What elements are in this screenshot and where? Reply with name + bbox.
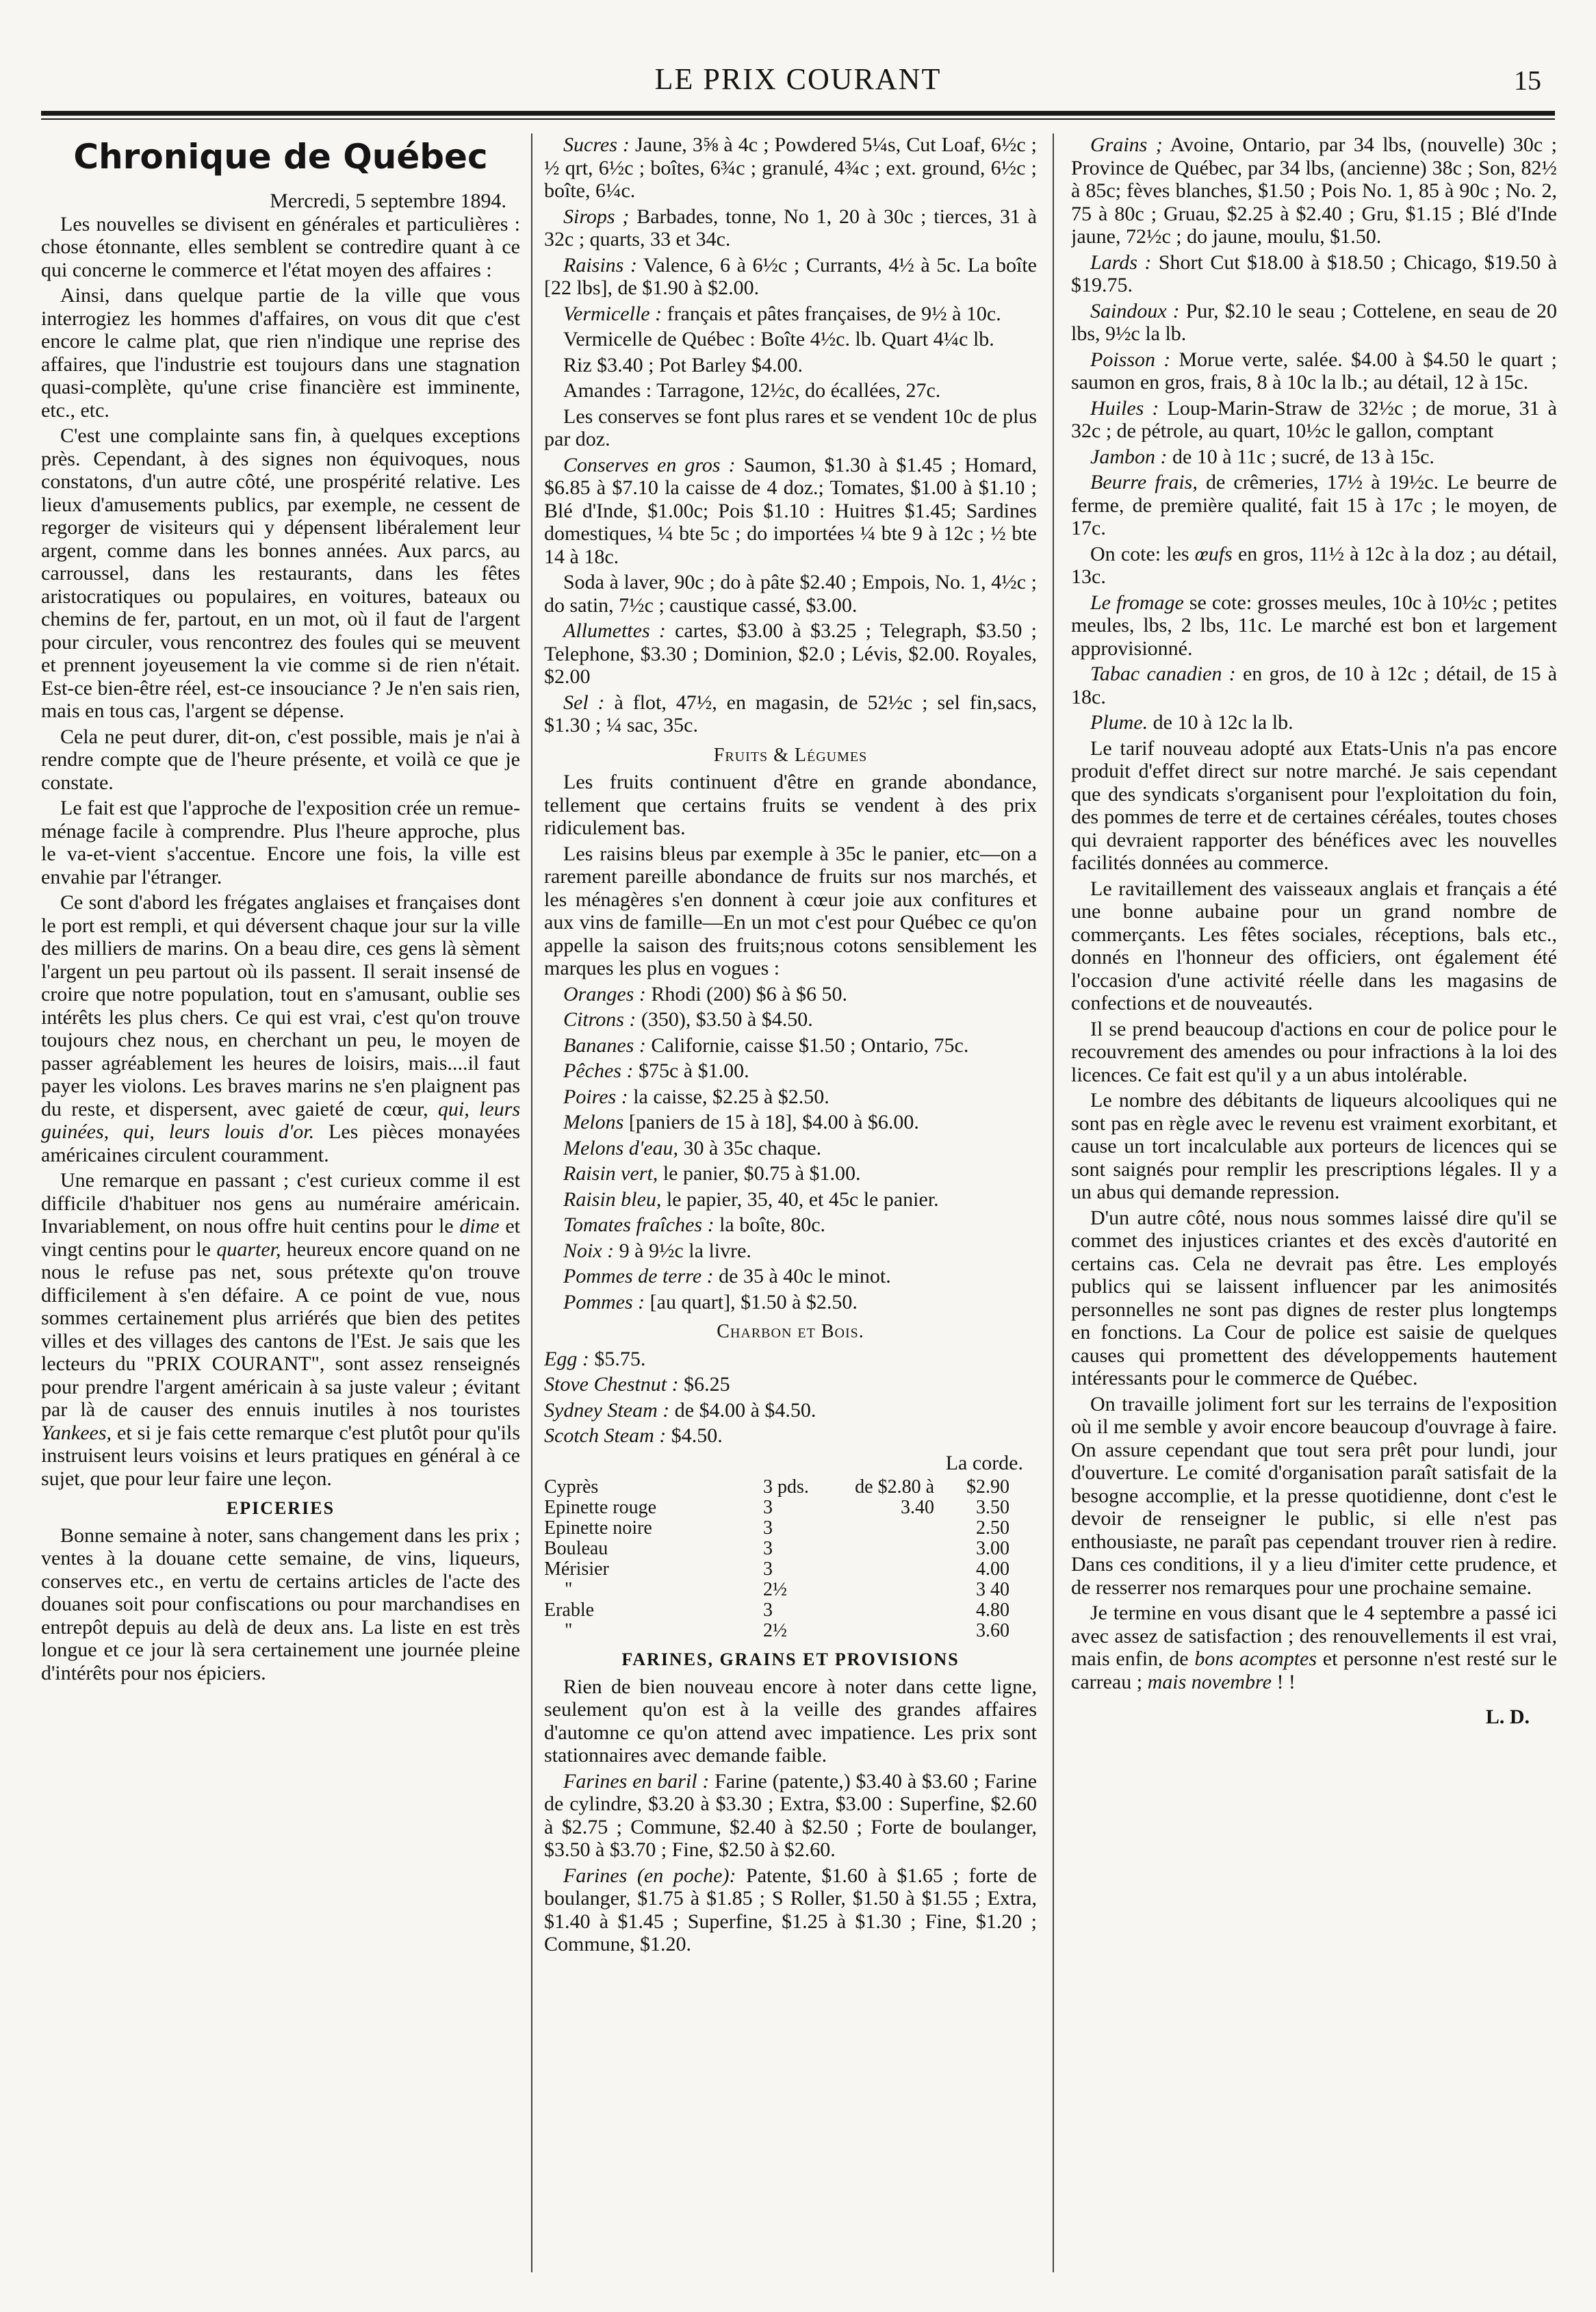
price-entry: Pommes : [au quart], $1.50 à $2.50. xyxy=(563,1290,858,1313)
article-heading: Chronique de Québec xyxy=(73,137,488,177)
price-entry: Egg : $5.75. xyxy=(544,1347,646,1370)
section-heading-farines: FARINES, GRAINS ET PROVISIONS xyxy=(621,1649,960,1669)
price-entry: Vermicelle de Québec : Boîte 4½c. lb. Quart 4¼c lb. xyxy=(563,328,994,350)
price-entry: Vermicelle : français et pâtes françaises, de 9½ à 10c. xyxy=(563,302,1001,325)
masthead xyxy=(41,55,1555,110)
price-entry: Farines (en poche): Patente, $1.60 à $1.65 ; forte de boulanger, $1.75 à $1.85 ; S Roller, $1.50 à $1.55 ; Extra, $1.40 à $1.45 ; Superfine, $1.25 à $1.30 ; Fine, $1.20 ; Commune, $1.20. xyxy=(544,1864,1037,1955)
price-entry: Poisson : Morue verte, salée. $4.00 à $4.50 le quart ; saumon en gros, frais, 8 à 10c la lb.; au détail, 12 à 15c. xyxy=(1071,348,1557,394)
paragraph: Le nombre des débitants de liqueurs alcooliques qui ne sont pas en règle avec le revenu est vraiment exorbitant, et cause un tort incalculable aux porteurs de licences qui se sont saignés pour remplir les prescriptions légales. Il y a un abus qui demande repression. xyxy=(1071,1089,1557,1203)
price-entry: Oranges : Rhodi (200) $6 à $6 50. xyxy=(563,982,847,1005)
paragraph: Le ravitaillement des vaisseaux anglais et français a été une bonne aubaine pour un grand nombre de commerçants. Les fêtes sociales, réceptions, bals etc., donnés en l'honneur des officiers, ont également été l'occasion d'une activité réelle dans les magasins de confections et de nouveautés. xyxy=(1071,877,1557,1014)
paragraph: Cela ne peut durer, dit-on, c'est possible, mais je n'ai à rendre compte que de l'heure présente, et voilà ce que je constate. xyxy=(41,725,520,794)
column-separator xyxy=(531,133,532,2272)
column-2 xyxy=(544,133,1037,2279)
price-entry: Sucres : Jaune, 3⅝ à 4c ; Powdered 5¼s, Cut Loaf, 6½c ; ½ qrt, 6½c ; boîtes, 6¾c ; granulé, 4¾c ; ext. ground, 6½c ; boîte, 6¼c. xyxy=(544,133,1037,202)
paragraph: Bonne semaine à noter, sans changement dans les prix ; ventes à la douane cette semaine, de vins, liqueurs, conserves etc., en vertu de certains articles de l'acte des douanes soit pour confiscations ou pour marchandises en entrepôt depuis au delà de deux ans. La liste en est très longue et ce jour là sera certainement une journée pleine d'intérêts pour nos épiciers. xyxy=(41,1524,520,1684)
table-caption: La corde. xyxy=(945,1451,1023,1474)
section-heading-charbon: Charbon et Bois. xyxy=(717,1321,864,1342)
paragraph: Les fruits continuent d'être en grande abondance, tellement que certains fruits se vendent à des prix ridiculement bas. xyxy=(544,771,1037,839)
price-entry: Tomates fraîches : la boîte, 80c. xyxy=(563,1213,826,1236)
column-separator xyxy=(1053,133,1054,2272)
page-number: 15 xyxy=(1514,65,1541,96)
column-3 xyxy=(1071,133,1557,2279)
price-entry: Soda à laver, 90c ; do à pâte $2.40 ; Empois, No. 1, 4½c ; do satin, 7½c ; caustique cassé, $3.00. xyxy=(544,571,1037,617)
table-row: Erable 3 4.80 xyxy=(544,1600,1009,1621)
table-row: Epinette rouge 3 3.40 3.50 xyxy=(544,1497,1009,1518)
price-entry: Farines en baril : Farine (patente,) $3.40 à $3.60 ; Farine de cylindre, $3.20 à $3.30 ; Extra, $3.00 : Superfine, $2.60 à $2.75 ; Commune, $2.40 à $2.50 ; Forte de boulanger, $3.50 à $3.70 ; Fine, $2.50 à $2.60. xyxy=(544,1769,1037,1861)
paragraph: On travaille joliment fort sur les terrains de l'exposition où il me semble y avoir encore beaucoup d'ouvrage à faire. On assure cependant que tout sera prêt pour lundi, jour d'ouverture. Le comité d'organisation paraît satisfait de la besogne accomplie, et la presse quotidienne, dont c'est le devoir de renseigner le public, si elle n'est pas enthousiaste, ne paraît pas cependant trouver rien à redire. Dans ces conditions, il y a lieu d'imiter cette prudence, et de resserrer nos remarques pour une prochaine semaine. xyxy=(1071,1392,1557,1599)
paragraph: D'un autre côté, nous nous sommes laissé dire qu'il se commet des injustices criantes et des excès d'autorité en certains cas. Cela ne devrait pas être. Les employés publics qui se laissent influencer par les animosités personnelles ne sont pas dignes de rester plus longtemps en fonctions. La Cour de police est saisie de quelques causes qui promettent des développements hautement intéressants pour le commerce de Québec. xyxy=(1071,1206,1557,1389)
paragraph: C'est une complainte sans fin, à quelques exceptions près. Cependant, à des signes non équivoques, nous constatons, d'un autre côté, une prospérité relative. Les lieux d'amusements publics, par exemple, ne cessent de regorger de visiteurs qui y dépensent libéralement leur argent, comme dans les bonnes années. Aux parcs, au carroussel, dans les restaurants, dans les fêtes aristocratiques ou populaires, en voitures, bateaux ou chemins de fer, partout, en un mot, où il faut de l'argent pour circuler, vous rencontrez des foules qui se meuvent et prennent joyeusement la vie comme si de rien n'était. Est-ce bien-être réel, est-ce insouciance ? Je n'en sais rien, mais en tous cas, l'argent se dépense. xyxy=(41,424,520,722)
newspaper-title: LE PRIX COURANT xyxy=(654,62,942,96)
article-date: Mercredi, 5 septembre 1894. xyxy=(270,190,506,212)
price-entry: Scotch Steam : $4.50. xyxy=(544,1424,723,1447)
price-entry: Sydney Steam : de $4.00 à $4.50. xyxy=(544,1398,816,1422)
paragraph: Je termine en vous disant que le 4 septembre a passé ici avec assez de satisfaction ; des renouvellements il est vrai, mais enfin, de bons acomptes et personne n'est resté sur le carreau ; mais novembre ! ! xyxy=(1071,1602,1557,1693)
price-entry: Bananes : Californie, caisse $1.50 ; Ontario, 75c. xyxy=(563,1033,969,1057)
price-entry: Melons d'eau, 30 à 35c chaque. xyxy=(563,1136,822,1159)
price-entry: Lards : Short Cut $18.00 à $18.50 ; Chicago, $19.50 à $19.75. xyxy=(1071,251,1557,296)
table-row: " 2½ 3 40 xyxy=(565,1579,1009,1600)
paragraph: Une remarque en passant ; c'est curieux comme il est difficile d'habituer nos gens au numéraire américain. Invariablement, on nous offre huit centins pour le dime et vingt centins pour le quarter, heureux encore quand on ne nous le refuse pas net, sous prétexte qu'on trouve difficilement à s'en défaire. A ce point de vue, nous sommes certainement plus arriérés que bien des petites villes et des villages des cantons de l'Est. Je sais que les lecteurs du "PRIX COURANT", sont assez renseignés pour prendre l'argent américain à sa juste valeur ; évitant par là de causer des ennuis inutiles à nos touristes Yankees, et si je fais cette remarque c'est plutôt pour qu'ils instruisent leurs voisins et leurs pratiques en général à ce sujet, que pour leur faire une leçon. xyxy=(41,1169,520,1490)
paragraph: Les nouvelles se divisent en générales et particulières : chose étonnante, elles semblent se contredire quant à ce qui concerne le commerce et l'état moyen des affaires : xyxy=(41,212,520,281)
price-entry: Tabac canadien : en gros, de 10 à 12c ; détail, de 15 à 18c. xyxy=(1071,663,1557,708)
section-heading-epiceries: EPICERIES xyxy=(226,1498,335,1518)
table-row: Mérisier 3 4.00 xyxy=(544,1558,1009,1580)
paragraph: Ainsi, dans quelque partie de la ville que vous interrogiez les hommes d'affaires, on vous dit que c'est encore le calme plat, que rien n'indique une reprise des affaires, que l'industrie est toujours dans une stagnation quasi-complète, qu'une crise financière est imminente, etc., etc. xyxy=(41,284,520,422)
column-1 xyxy=(41,133,520,2279)
header-rule xyxy=(41,111,1555,116)
price-entry: Raisin bleu, le papier, 35, 40, et 45c le panier. xyxy=(563,1187,939,1211)
wood-price-table xyxy=(544,1477,1009,1641)
price-entry: Sirops ; Barbades, tonne, No 1, 20 à 30c ; tierces, 31 à 32c ; quarts, 33 et 34c. xyxy=(544,205,1037,251)
signature: L. D. xyxy=(1485,1706,1530,1728)
price-entry: Saindoux : Pur, $2.10 le seau ; Cottelene, en seau de 20 lbs, 9½c la lb. xyxy=(1071,299,1557,345)
paragraph: Les raisins bleus par exemple à 35c le panier, etc—on a rarement pareille abondance de fruits sur nos marchés, et les ménagères s'en donnent à cœur joie aux confitures et aux vins de famille—En un mot c'est pour Québec ce qu'on appelle la saison des fruits;nous cotons sensiblement les marques les plus en vogues : xyxy=(544,842,1037,979)
price-entry: Grains ; Avoine, Ontario, par 34 lbs, (nouvelle) 30c ; Province de Québec, par 34 lbs, (ancienne) 38c ; Son, 82½ à 85c; fèves blanches, $1.50 ; Pois No. 1, 85 à 90c ; No. 2, 75 à 80c ; Gruau, $2.25 à $2.40 ; Gru, $1.15 ; Blé d'Inde jaune, 72½c ; do jaune, moulu, $1.50. xyxy=(1071,133,1557,248)
price-entry: Poires : la caisse, $2.25 à $2.50. xyxy=(563,1085,829,1108)
price-entry: On cote: les œufs en gros, 11½ à 12c à la doz ; au détail, 13c. xyxy=(1071,542,1557,588)
price-entry: Melons [paniers de 15 à 18], $4.00 à $6.00. xyxy=(563,1111,919,1133)
price-entry: Riz $3.40 ; Pot Barley $4.00. xyxy=(563,353,803,376)
price-entry: Jambon : de 10 à 11c ; sucré, de 13 à 15c. xyxy=(1090,445,1434,468)
price-entry: Noix : 9 à 9½c la livre. xyxy=(563,1239,751,1262)
paragraph: Le tarif nouveau adopté aux Etats-Unis n'a pas encore produit d'effet direct sur notre marché. Je sais cependant que des syndicats s'organisent pour l'exploitation du foin, des pommes de terre et de certaines céréales, toutes choses qui devraient rapporter des bénéfices avec les nouvelles facilités données au commerce. xyxy=(1071,736,1557,874)
price-entry: Le fromage se cote: grosses meules, 10c à 10½c ; petites meules, lbs, 2 lbs, 11c. Le marché est bon et largement approvisionné. xyxy=(1071,591,1557,660)
price-entry: Raisin vert, le panier, $0.75 à $1.00. xyxy=(563,1162,861,1185)
section-heading-fruits: Fruits & Légumes xyxy=(713,744,868,766)
price-entry: Allumettes : cartes, $3.00 à $3.25 ; Telegraph, $3.50 ; Telephone, $3.30 ; Dominion, $2.0 ; Lévis, $2.00. Royales, $2.00 xyxy=(544,619,1037,688)
price-entry: Sel : à flot, 47½, en magasin, de 52½c ; sel fin,sacs, $1.30 ; ¼ sac, 35c. xyxy=(544,691,1037,736)
price-entry: Huiles : Loup-Marin-Straw de 32½c ; de morue, 31 à 32c ; de pétrole, au quart, 10½c le gallon, comptant xyxy=(1071,396,1557,442)
price-entry: Raisins : Valence, 6 à 6½c ; Currants, 4½ à 5c. La boîte [22 lbs], de $1.90 à $2.00. xyxy=(544,253,1037,299)
table-row: " 2½ 3.60 xyxy=(565,1620,1009,1641)
paragraph: Ce sont d'abord les frégates anglaises et françaises dont le port est rempli, et qui déversent chaque jour sur la ville des milliers de marins. On a beau dire, ces gens là sèment l'argent un peu partout où ils passent. Il serait insensé de croire que notre population, tout en s'amusant, oublie ses intérêts les plus chers. Ce qui est vrai, c'est qu'on trouve toujours chez nous, en cherchant un peu, le moyen de passer agréablement les heures de loisirs, mais....il faut payer les violons. Les braves marins ne s'en plaignent pas du reste, et dispersent, avec gaieté de cœur, qui, leurs guinées, qui, leurs louis d'or. Les pièces monayées américaines circulent couramment. xyxy=(41,891,520,1166)
price-entry: Conserves en gros : Saumon, $1.30 à $1.45 ; Homard, $6.85 à $7.10 la caisse de 4 doz.; Tomates, $1.00 à $1.10 ; Blé d'Inde, $1.00c; Pois $1.10 : Huitres $1.45; Sardines domestiques, ¼ bte 5c ; do importées ¼ bte 9 à 12c ; ½ bte 14 à 18c. xyxy=(544,453,1037,568)
table-row: Bouleau 3 3.00 xyxy=(544,1538,1009,1559)
price-entry: Amandes : Tarragone, 12½c, do écallées, 27c. xyxy=(563,379,941,402)
paragraph: Il se prend beaucoup d'actions en cour de police pour le recouvrement des amendes ou pour infractions à la loi des licences. Ce fait est qu'il y a un abus intolérable. xyxy=(1071,1017,1557,1086)
paragraph: Le fait est que l'approche de l'exposition crée un remue-ménage facile à comprendre. Plus l'heure approche, plus le va-et-vient s'accentue. Encore une fois, la ville est envahie par l'étranger. xyxy=(41,797,520,888)
price-entry: Stove Chestnut : $6.25 xyxy=(544,1373,730,1396)
table-row: Cyprès 3 pds. de $2.80 à $2.90 xyxy=(544,1476,1009,1498)
price-entry: Citrons : (350), $3.50 à $4.50. xyxy=(563,1008,813,1031)
paragraph: Rien de bien nouveau encore à noter dans cette ligne, seulement qu'on est à la veille des grandes affaires d'automne ce qu'on attend avec impatience. Les prix sont stationnaires avec demande faible. xyxy=(544,1675,1037,1767)
price-entry: Pêches : $75c à $1.00. xyxy=(563,1059,749,1082)
paragraph: Les conserves se font plus rares et se vendent 10c de plus par doz. xyxy=(544,404,1037,450)
price-entry: Pommes de terre : de 35 à 40c le minot. xyxy=(563,1265,891,1287)
table-row: Epinette noire 3 2.50 xyxy=(544,1517,1009,1539)
price-entry: Beurre frais, de crêmeries, 17½ à 19½c. Le beurre de ferme, de première qualité, fait 15 à 17c ; le moyen, de 17c. xyxy=(1071,471,1557,539)
price-entry: Plume. de 10 à 12c la lb. xyxy=(1090,711,1293,734)
